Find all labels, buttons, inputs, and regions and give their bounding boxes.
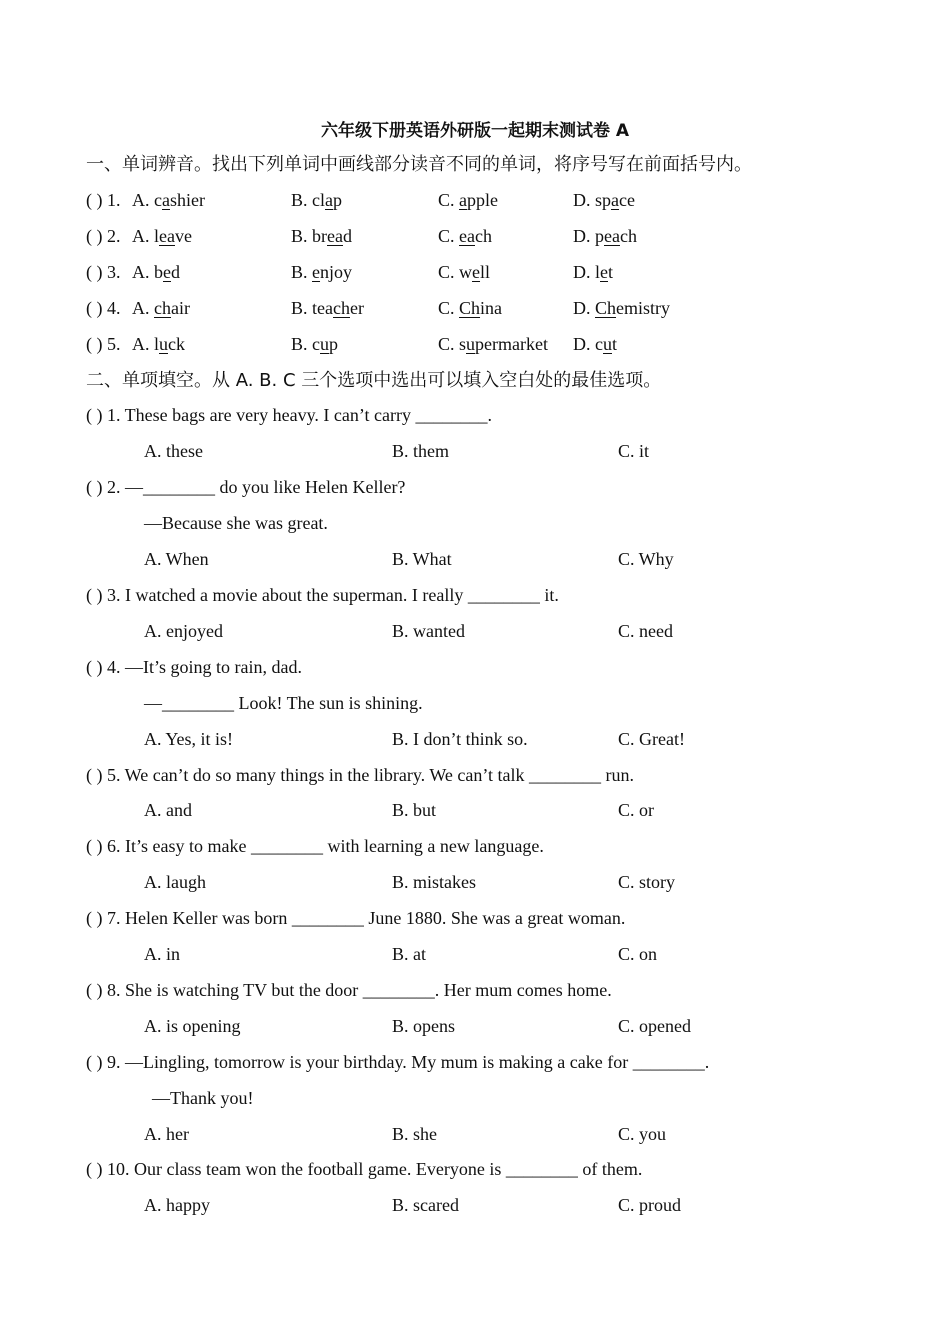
option-a: A. happy <box>144 1195 210 1215</box>
option-b: B. teacher <box>291 298 364 318</box>
section-2-heading: 二、单项填空。从 A. B. C 三个选项中选出可以填入空白处的最佳选项。 <box>86 370 662 391</box>
question-9-reply: —Thank you! <box>152 1088 254 1108</box>
option-b: B. but <box>392 800 437 820</box>
question-5: ( ) 5. We can’t do so many things in the library. We can’t talk ________ run. <box>86 765 634 785</box>
question-10-options <box>0 1191 950 1219</box>
option-c: C. proud <box>618 1195 681 1215</box>
option-c: C. apple <box>438 190 499 210</box>
option-a: A. her <box>144 1124 189 1144</box>
option-a: A. cashier <box>132 190 205 210</box>
option-a: A. in <box>144 944 180 964</box>
page-title: 六年级下册英语外研版一起期末测试卷 A <box>320 121 630 141</box>
option-c: C. supermarket <box>438 334 548 354</box>
option-c: C. opened <box>618 1016 691 1036</box>
option-c: C. you <box>618 1124 667 1144</box>
question-7-options <box>0 940 950 968</box>
option-b: B. mistakes <box>392 872 476 892</box>
question-3-options <box>0 617 950 645</box>
option-b: B. enjoy <box>291 262 353 282</box>
question-9: ( ) 9. —Lingling, tomorrow is your birthday. My mum is making a cake for ________. <box>86 1052 710 1072</box>
option-b: B. cup <box>291 334 338 354</box>
option-b: B. opens <box>392 1016 455 1036</box>
option-a: A. and <box>144 800 192 820</box>
option-c: C. it <box>618 441 650 461</box>
question-8: ( ) 8. She is watching TV but the door ________. Her mum comes home. <box>86 980 612 1000</box>
option-a: A. Yes, it is! <box>144 729 234 749</box>
option-a: A. laugh <box>144 872 206 892</box>
option-a: A. chair <box>132 298 190 318</box>
option-a: A. is opening <box>144 1016 241 1036</box>
option-d: D. peach <box>573 226 637 246</box>
question-5-options <box>0 796 950 824</box>
question-6: ( ) 6. It’s easy to make ________ with learning a new language. <box>86 836 544 856</box>
option-c: C. each <box>438 226 492 246</box>
question-4: ( ) 4. —It’s going to rain, dad. <box>86 657 302 677</box>
phonics-item-2: ( ) 2. A. leave B. bread C. each D. peach <box>0 222 950 250</box>
question-2-options <box>0 545 950 573</box>
option-b: B. What <box>392 549 452 569</box>
question-6-options <box>0 868 950 896</box>
section-1-heading: 一、单词辨音。找出下列单词中画线部分读音不同的单词，将序号写在前面括号内。 <box>86 154 752 175</box>
option-d: D. cut <box>573 334 618 354</box>
question-9-options <box>0 1120 950 1148</box>
option-b: B. them <box>392 441 449 461</box>
option-a: A. leave <box>132 226 192 246</box>
option-a: A. luck <box>132 334 185 354</box>
option-b: B. she <box>392 1124 437 1144</box>
question-4-reply: —________ Look! The sun is shining. <box>144 693 423 713</box>
option-c: C. story <box>618 872 676 892</box>
option-c: C. on <box>618 944 658 964</box>
option-d: D. space <box>573 190 635 210</box>
phonics-item-4: ( ) 4. A. chair B. teacher C. China D. Chemistry <box>0 294 950 322</box>
question-1: ( ) 1. These bags are very heavy. I can’t carry ________. <box>86 405 493 425</box>
question-2: ( ) 2. —________ do you like Helen Keller? <box>86 477 406 497</box>
option-c: C. need <box>618 621 673 641</box>
option-d: D. let <box>573 262 614 282</box>
option-b: B. I don’t think so. <box>392 729 528 749</box>
option-c: C. Great! <box>618 729 685 749</box>
option-c: C. Why <box>618 549 674 569</box>
option-a: A. these <box>144 441 203 461</box>
question-10: ( ) 10. Our class team won the football game. Everyone is ________ of them. <box>86 1159 643 1179</box>
question-7: ( ) 7. Helen Keller was born ________ June 1880. She was a great woman. <box>86 908 626 928</box>
question-2-reply: —Because she was great. <box>144 513 328 533</box>
option-b: B. scared <box>392 1195 459 1215</box>
option-a: A. bed <box>132 262 180 282</box>
option-b: B. at <box>392 944 426 964</box>
question-4-options <box>0 725 950 753</box>
option-b: B. wanted <box>392 621 465 641</box>
option-a: A. enjoyed <box>144 621 223 641</box>
option-c: C. China <box>438 298 503 318</box>
question-3: ( ) 3. I watched a movie about the superman. I really ________ it. <box>86 585 559 605</box>
question-8-options <box>0 1012 950 1040</box>
option-d: D. Chemistry <box>573 298 671 318</box>
option-b: B. clap <box>291 190 342 210</box>
phonics-item-5: ( ) 5. A. luck B. cup C. supermarket D. cut <box>0 330 950 358</box>
phonics-item-3: ( ) 3. A. bed B. enjoy C. well D. let <box>0 258 950 286</box>
option-a: A. When <box>144 549 209 569</box>
option-c: C. or <box>618 800 654 820</box>
question-1-options <box>0 437 950 465</box>
phonics-item-1: ( ) 1. A. cashier B. clap C. apple D. space <box>0 186 950 214</box>
option-b: B. bread <box>291 226 352 246</box>
option-c: C. well <box>438 262 491 282</box>
